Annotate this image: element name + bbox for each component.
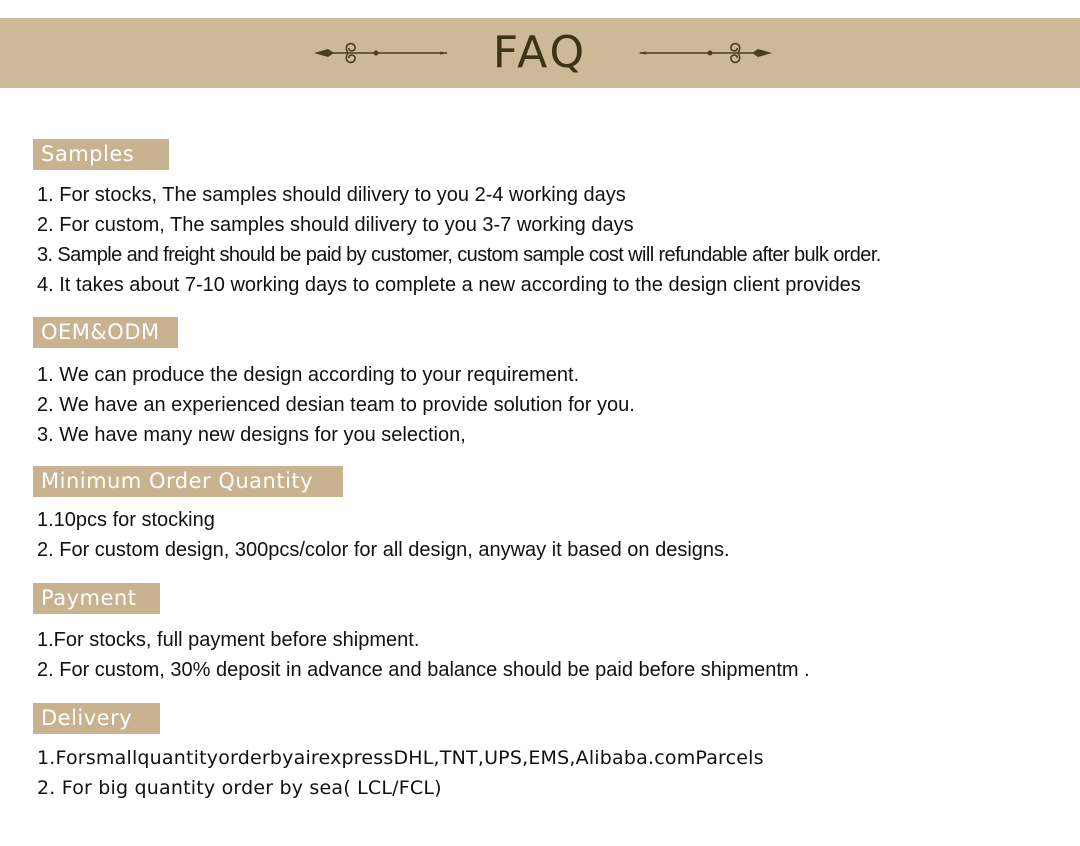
section-label-payment: Payment	[33, 583, 160, 614]
section-label-oem-odm: OEM&ODM	[33, 317, 178, 348]
list-item: 2. For custom design, 300pcs/color for all design, anyway it based on designs.	[37, 539, 730, 561]
list-item: 4. It takes about 7-10 working days to complete a new according to the design client provides	[37, 274, 861, 296]
scroll-flourish-right-icon	[612, 38, 772, 68]
section-label-minimum-order-quantity: Minimum Order Quantity	[33, 466, 343, 497]
list-item: 2. We have an experienced desian team to provide solution for you.	[37, 394, 635, 416]
list-item: 1.10pcs for stocking	[37, 509, 215, 531]
list-item: 2. For big quantity order by sea( LCL/FCL)	[37, 777, 442, 799]
list-item: 1.ForsmallquantityorderbyairexpressDHL,TNT,UPS,EMS,Alibaba.comParcels	[37, 747, 764, 769]
faq-banner	[0, 18, 1080, 88]
list-item: 1.For stocks, full payment before shipment.	[37, 629, 420, 651]
list-item: 3. We have many new designs for you selection,	[37, 424, 466, 446]
list-item: 1. We can produce the design according to your requirement.	[37, 364, 580, 386]
page-title: FAQ	[492, 27, 588, 78]
list-item: 3. Sample and freight should be paid by customer, custom sample cost will refundable after bulk order.	[37, 244, 881, 266]
section-label-samples: Samples	[33, 139, 169, 170]
list-item: 1. For stocks, The samples should dilivery to you 2-4 working days	[37, 184, 626, 206]
list-item: 2. For custom, The samples should dilivery to you 3-7 working days	[37, 214, 634, 236]
list-item: 2. For custom, 30% deposit in advance and balance should be paid before shipmentm .	[37, 659, 810, 681]
section-label-delivery: Delivery	[33, 703, 160, 734]
